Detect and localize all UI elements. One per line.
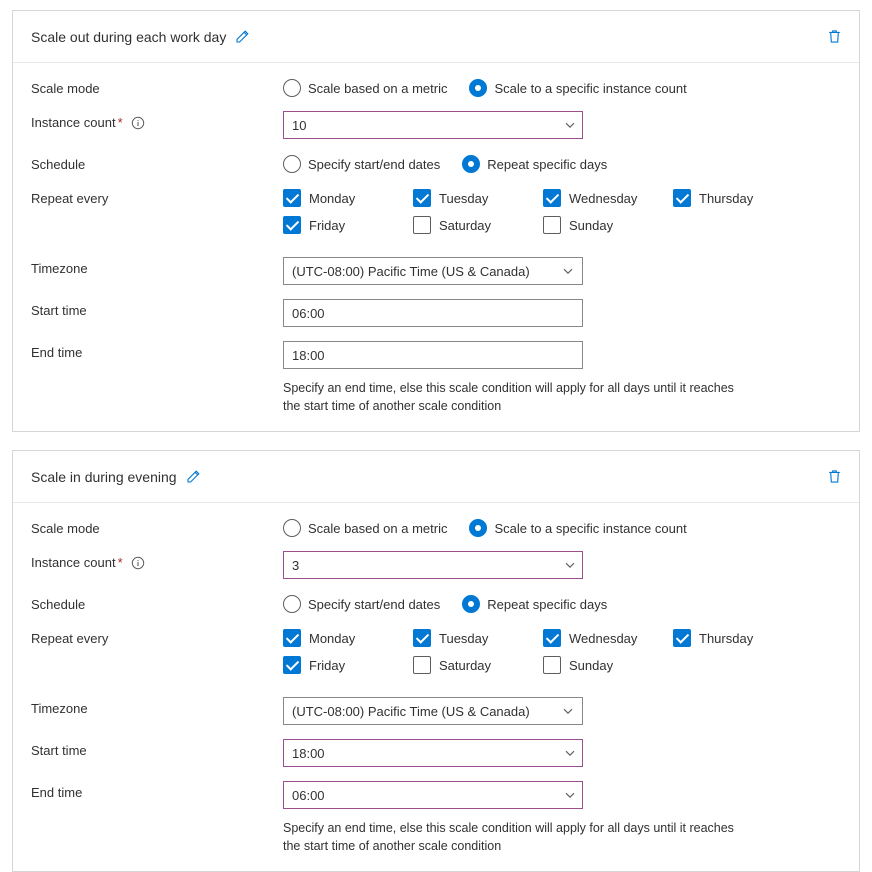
chevron-down-icon[interactable] [564,559,576,571]
checkbox-indicator[interactable] [413,656,431,674]
label-instance-count [31,551,283,570]
checkbox-label: Friday [309,217,346,233]
checkbox-indicator[interactable] [673,189,691,207]
radio-specify-start-end-dates[interactable] [283,155,440,173]
radio-label: Scale to a specific instance count [494,80,687,96]
radio-indicator[interactable] [283,595,301,613]
checkbox-label: Tuesday [439,190,489,206]
row-repeat-every [31,187,843,243]
checkbox-saturday[interactable] [413,216,543,234]
checkbox-saturday[interactable] [413,656,543,674]
end-time-value: 06:00 [292,787,325,803]
row-timezone [31,697,843,725]
scale-condition-card-2 [12,450,860,872]
label-text: Instance count [31,115,116,130]
label-end-time: End time [31,345,83,360]
scale-mode-radio-group [283,77,843,97]
radio-indicator[interactable] [462,155,480,173]
checkbox-label: Tuesday [439,630,489,646]
label-schedule: Schedule [31,157,86,172]
checkbox-sunday[interactable] [543,216,673,234]
radio-indicator[interactable] [283,519,301,537]
checkbox-thursday[interactable] [673,629,803,647]
edit-pencil-icon[interactable] [185,469,201,485]
radio-indicator[interactable] [283,155,301,173]
checkbox-wednesday[interactable] [543,629,673,647]
checkbox-sunday[interactable] [543,656,673,674]
timezone-select[interactable] [283,257,583,285]
chevron-down-icon[interactable] [562,705,574,717]
row-timezone [31,257,843,285]
radio-scale-based-on-metric[interactable] [283,519,447,537]
start-time-input[interactable] [283,299,583,327]
info-icon[interactable] [131,556,145,570]
radio-indicator[interactable] [283,79,301,97]
chevron-down-icon[interactable] [564,789,576,801]
radio-specify-start-end-dates[interactable] [283,595,440,613]
checkbox-friday[interactable] [283,656,413,674]
radio-label: Repeat specific days [487,596,608,612]
label-start-time: Start time [31,743,87,758]
label-end-time: End time [31,785,83,800]
delete-condition-button[interactable] [826,28,843,45]
row-end-time [31,341,843,369]
start-time-input[interactable] [283,739,583,767]
instance-count-input[interactable] [283,551,583,579]
checkbox-indicator[interactable] [413,629,431,647]
end-time-input[interactable] [283,781,583,809]
checkbox-indicator[interactable] [413,216,431,234]
repeat-days-checkbox-group [283,627,803,683]
checkbox-indicator[interactable] [543,216,561,234]
end-time-helper-text: Specify an end time, else this scale condition will apply for all days until it reaches the start time of another scale condition [283,821,734,853]
checkbox-label: Saturday [439,657,492,673]
required-marker: * [117,115,123,130]
row-repeat-every [31,627,843,683]
checkbox-label: Sunday [569,657,614,673]
start-time-value: 18:00 [292,745,325,761]
instance-count-input[interactable] [283,111,583,139]
page-title: Scale out during each work day [31,28,227,45]
checkbox-indicator[interactable] [673,629,691,647]
checkbox-indicator[interactable] [413,189,431,207]
label-repeat-every: Repeat every [31,191,109,206]
info-icon[interactable] [131,116,145,130]
card-title-wrap [31,469,201,485]
start-time-value: 06:00 [292,305,325,321]
card-body [13,503,859,871]
label-schedule: Schedule [31,597,86,612]
end-time-value: 18:00 [292,347,325,363]
timezone-value: (UTC-08:00) Pacific Time (US & Canada) [292,263,530,279]
radio-label: Specify start/end dates [308,596,441,612]
radio-label: Scale to a specific instance count [494,520,687,536]
checkbox-label: Wednesday [569,630,638,646]
checkbox-indicator[interactable] [283,216,301,234]
checkbox-label: Monday [309,190,356,206]
checkbox-indicator[interactable] [543,629,561,647]
radio-label: Scale based on a metric [308,80,448,96]
radio-indicator[interactable] [462,595,480,613]
radio-scale-based-on-metric[interactable] [283,79,447,97]
card-body [13,63,859,431]
label-start-time: Start time [31,303,87,318]
scale-mode-radio-group [283,517,843,537]
radio-scale-specific-count[interactable] [469,79,686,97]
schedule-radio-group [283,593,843,613]
edit-pencil-icon[interactable] [234,29,250,45]
instance-count-value: 10 [292,117,307,133]
label-scale-mode: Scale mode [31,81,100,96]
end-time-helper-text: Specify an end time, else this scale condition will apply for all days until it reaches the start time of another scale condition [283,381,734,413]
delete-condition-button[interactable] [826,468,843,485]
label-instance-count [31,111,283,130]
radio-repeat-specific-days[interactable] [462,155,607,173]
radio-repeat-specific-days[interactable] [462,595,607,613]
checkbox-label: Sunday [569,217,614,233]
label-repeat-every: Repeat every [31,631,109,646]
checkbox-indicator[interactable] [543,656,561,674]
card-header [13,11,859,63]
row-start-time [31,739,843,767]
checkbox-thursday[interactable] [673,189,803,207]
row-end-time [31,781,843,809]
label-text: Instance count [31,555,116,570]
card-title-wrap [31,29,250,45]
row-schedule [31,593,843,613]
checkbox-label: Wednesday [569,190,638,206]
row-schedule [31,153,843,173]
helper-row [31,383,843,415]
radio-label: Specify start/end dates [308,156,441,172]
checkbox-label: Thursday [699,630,754,646]
timezone-select[interactable] [283,697,583,725]
radio-scale-specific-count[interactable] [469,519,686,537]
required-marker: * [117,555,123,570]
helper-row [31,823,843,855]
schedule-radio-group [283,153,843,173]
checkbox-indicator[interactable] [543,189,561,207]
row-instance-count [31,551,843,579]
repeat-days-checkbox-group [283,187,803,243]
row-scale-mode [31,77,843,97]
checkbox-wednesday[interactable] [543,189,673,207]
chevron-down-icon[interactable] [564,119,576,131]
checkbox-indicator[interactable] [283,189,301,207]
checkbox-label: Thursday [699,190,754,206]
radio-indicator[interactable] [469,79,487,97]
row-scale-mode [31,517,843,537]
row-instance-count [31,111,843,139]
scale-condition-card-1 [12,10,860,432]
checkbox-label: Monday [309,630,356,646]
checkbox-tuesday[interactable] [413,629,543,647]
checkbox-indicator[interactable] [283,656,301,674]
checkbox-monday[interactable] [283,629,413,647]
chevron-down-icon[interactable] [564,747,576,759]
label-timezone: Timezone [31,261,88,276]
checkbox-friday[interactable] [283,216,413,234]
row-start-time [31,299,843,327]
end-time-input[interactable] [283,341,583,369]
timezone-value: (UTC-08:00) Pacific Time (US & Canada) [292,703,530,719]
chevron-down-icon[interactable] [562,265,574,277]
radio-indicator[interactable] [469,519,487,537]
checkbox-label: Friday [309,657,346,673]
instance-count-value: 3 [292,557,300,573]
label-scale-mode: Scale mode [31,521,100,536]
checkbox-monday[interactable] [283,189,413,207]
checkbox-indicator[interactable] [283,629,301,647]
page-title: Scale in during evening [31,468,177,485]
checkbox-tuesday[interactable] [413,189,543,207]
radio-label: Repeat specific days [487,156,608,172]
radio-label: Scale based on a metric [308,520,448,536]
card-header [13,451,859,503]
label-timezone: Timezone [31,701,88,716]
checkbox-label: Saturday [439,217,492,233]
